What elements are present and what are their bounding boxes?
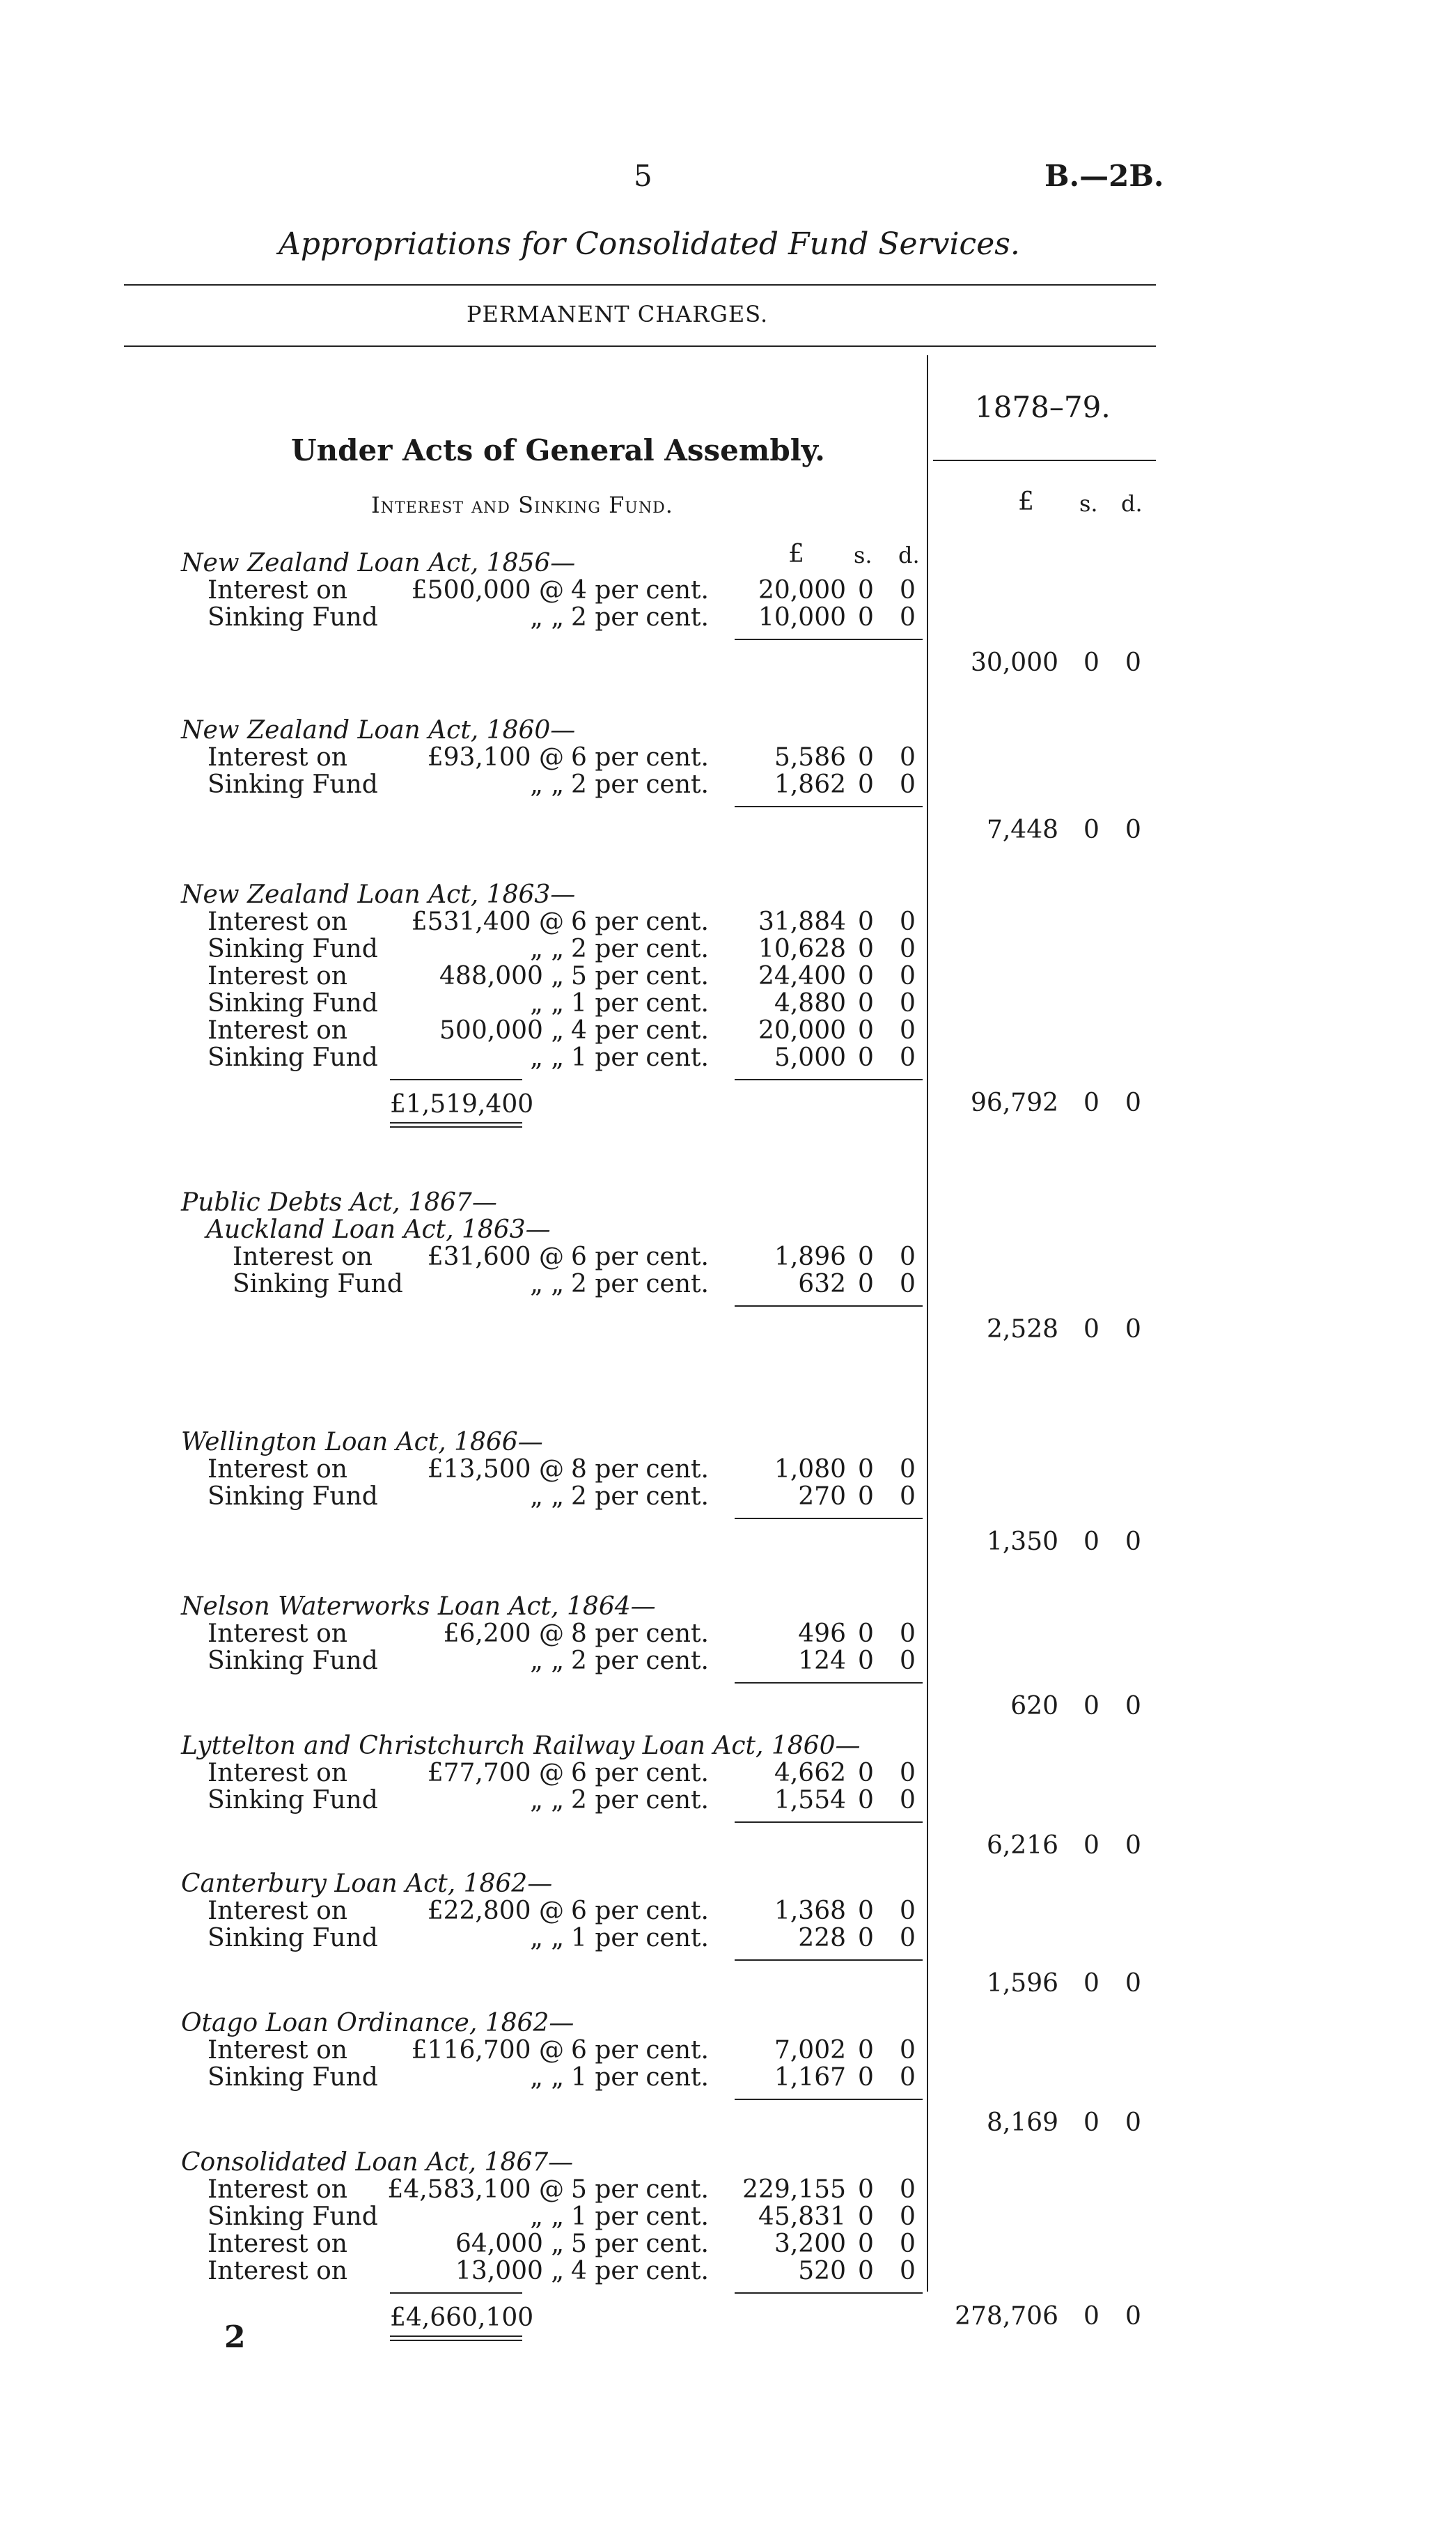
group-total-shillings: 0: [1083, 1528, 1099, 1556]
loan-act-title: New Zealand Loan Act, 1860—: [181, 716, 576, 745]
group-total-pounds: 1,350: [986, 1528, 1058, 1556]
row-label: Interest on: [208, 1619, 347, 1648]
row-rate: 6 per cent.: [571, 2036, 709, 2065]
row-pounds: 496: [798, 1619, 846, 1648]
row-principal: £500,000 @: [411, 576, 564, 605]
loan-act-title: Wellington Loan Act, 1866—: [181, 1428, 543, 1456]
row-pounds: 5,586: [774, 743, 846, 772]
group-total-pounds: 8,169: [986, 2108, 1058, 2137]
row-pence: 0: [900, 935, 916, 963]
row-principal: „ „: [530, 2202, 564, 2231]
row-pounds: 31,884: [758, 908, 846, 936]
loan-act-title: New Zealand Loan Act, 1856—: [181, 549, 576, 577]
year-rule: [933, 460, 1156, 461]
row-label: Sinking Fund: [208, 1924, 378, 1952]
row-pence: 0: [900, 1270, 916, 1298]
group-total-pence: 0: [1125, 1528, 1141, 1556]
inner-col-pence-header: d.: [898, 542, 920, 568]
section-caption: PERMANENT CHARGES.: [467, 301, 769, 327]
subtotal-rule: [735, 1305, 923, 1307]
row-pence: 0: [900, 1619, 916, 1648]
row-pounds: 10,628: [758, 935, 846, 963]
row-pence: 0: [900, 1897, 916, 1925]
row-pounds: 270: [798, 1482, 846, 1511]
row-pence: 0: [900, 1043, 916, 1072]
row-pounds: 1,167: [774, 2063, 846, 2092]
principal-double-rule: [390, 1122, 522, 1128]
principal-total: £4,660,100: [390, 2303, 534, 2332]
row-pounds: 7,002: [774, 2036, 846, 2065]
subtotal-rule: [735, 1079, 923, 1080]
row-label: Interest on: [208, 1897, 347, 1925]
loan-act-title: New Zealand Loan Act, 1863—: [181, 880, 576, 909]
row-shillings: 0: [858, 2063, 874, 2092]
row-pounds: 520: [798, 2257, 846, 2285]
row-pounds: 228: [798, 1924, 846, 1952]
row-shillings: 0: [858, 576, 874, 605]
group-total-pounds: 620: [1010, 1692, 1058, 1720]
document-reference: B.—2B.: [1044, 159, 1164, 193]
row-pence: 0: [900, 770, 916, 799]
row-principal: £31,600 @: [427, 1243, 564, 1271]
group-total-pence: 0: [1125, 2108, 1141, 2137]
row-shillings: 0: [858, 1759, 874, 1787]
row-principal: £77,700 @: [427, 1759, 564, 1787]
row-label: Sinking Fund: [208, 935, 378, 963]
principal-rule: [390, 1079, 522, 1080]
inner-col-shilling-header: s.: [854, 542, 872, 568]
row-rate: 6 per cent.: [571, 1243, 709, 1271]
row-principal: £13,500 @: [427, 1455, 564, 1484]
row-label: Sinking Fund: [208, 989, 378, 1018]
row-shillings: 0: [858, 1786, 874, 1814]
row-label: Sinking Fund: [208, 1043, 378, 1072]
row-label: Interest on: [208, 576, 347, 605]
row-pounds: 10,000: [758, 603, 846, 632]
row-principal: „ „: [530, 1270, 564, 1298]
group-total-pounds: 96,792: [971, 1089, 1058, 1117]
row-shillings: 0: [858, 1897, 874, 1925]
row-shillings: 0: [858, 2175, 874, 2204]
row-principal: „ „: [530, 1924, 564, 1952]
group-total-shillings: 0: [1083, 1692, 1099, 1720]
row-pounds: 24,400: [758, 962, 846, 990]
row-principal: £4,583,100 @: [387, 2175, 564, 2204]
group-total-pounds: 278,706: [955, 2302, 1058, 2331]
row-shillings: 0: [858, 603, 874, 632]
subtotal-rule: [735, 1518, 923, 1519]
row-pence: 0: [900, 2230, 916, 2258]
row-shillings: 0: [858, 962, 874, 990]
group-total-shillings: 0: [1083, 1969, 1099, 1998]
col-pound-header: £: [1018, 488, 1034, 516]
row-pounds: 3,200: [774, 2230, 846, 2258]
row-pence: 0: [900, 1455, 916, 1484]
group-total-shillings: 0: [1083, 816, 1099, 844]
row-pounds: 632: [798, 1270, 846, 1298]
row-principal: „ „: [530, 2063, 564, 2092]
row-pounds: 20,000: [758, 1016, 846, 1045]
row-principal: £531,400 @: [411, 908, 564, 936]
row-shillings: 0: [858, 2202, 874, 2231]
row-label: Sinking Fund: [208, 1647, 378, 1675]
column-divider: [927, 355, 928, 2292]
row-principal: £116,700 @: [411, 2036, 564, 2065]
row-label: Sinking Fund: [208, 1482, 378, 1511]
row-rate: 2 per cent.: [571, 1482, 709, 1511]
row-pounds: 1,862: [774, 770, 846, 799]
group-total-shillings: 0: [1083, 1831, 1099, 1860]
row-pence: 0: [900, 743, 916, 772]
subtotal-rule: [735, 639, 923, 640]
col-pence-header: d.: [1121, 490, 1143, 517]
group-total-pounds: 30,000: [971, 648, 1058, 677]
row-pounds: 5,000: [774, 1043, 846, 1072]
loan-act-title: Consolidated Loan Act, 1867—: [181, 2148, 574, 2177]
row-pence: 0: [900, 603, 916, 632]
row-rate: 6 per cent.: [571, 1759, 709, 1787]
principal-total: £1,519,400: [390, 1090, 534, 1119]
row-principal: „ „: [530, 1647, 564, 1675]
subtotal-rule: [735, 1682, 923, 1684]
row-shillings: 0: [858, 1243, 874, 1271]
group-total-pence: 0: [1125, 816, 1141, 844]
row-pence: 0: [900, 1243, 916, 1271]
row-rate: 4 per cent.: [571, 576, 709, 605]
row-shillings: 0: [858, 1619, 874, 1648]
row-principal: „ „: [530, 935, 564, 963]
row-shillings: 0: [858, 935, 874, 963]
subtotal-rule: [735, 1959, 923, 1961]
row-pence: 0: [900, 576, 916, 605]
row-shillings: 0: [858, 2036, 874, 2065]
row-pence: 0: [900, 2175, 916, 2204]
row-principal: 64,000 „: [455, 2230, 564, 2258]
page-title: Appropriations for Consolidated Fund Services.: [279, 226, 1020, 262]
subtotal-rule: [735, 2099, 923, 2100]
group-total-pounds: 7,448: [986, 816, 1058, 844]
row-shillings: 0: [858, 1016, 874, 1045]
group-total-pence: 0: [1125, 1969, 1141, 1998]
fiscal-year: 1878–79.: [975, 390, 1111, 424]
row-label: Interest on: [208, 1016, 347, 1045]
loan-act-title: Otago Loan Ordinance, 1862—: [181, 2009, 574, 2037]
row-shillings: 0: [858, 1270, 874, 1298]
row-label: Interest on: [208, 2230, 347, 2258]
row-principal: „ „: [530, 603, 564, 632]
row-pounds: 229,155: [742, 2175, 846, 2204]
row-pounds: 45,831: [758, 2202, 846, 2231]
row-rate: 5 per cent.: [571, 2230, 709, 2258]
row-pence: 0: [900, 1647, 916, 1675]
section-heading: Under Acts of General Assembly.: [291, 433, 825, 467]
row-principal: „ „: [530, 1043, 564, 1072]
row-principal: 488,000 „: [439, 962, 564, 990]
row-shillings: 0: [858, 743, 874, 772]
row-rate: 1 per cent.: [571, 2063, 709, 2092]
row-rate: 2 per cent.: [571, 935, 709, 963]
row-principal: £93,100 @: [427, 743, 564, 772]
row-label: Interest on: [208, 2036, 347, 2065]
row-principal: 13,000 „: [455, 2257, 564, 2285]
row-rate: 6 per cent.: [571, 908, 709, 936]
group-total-shillings: 0: [1083, 1315, 1099, 1344]
row-rate: 4 per cent.: [571, 2257, 709, 2285]
row-pence: 0: [900, 2063, 916, 2092]
row-pence: 0: [900, 962, 916, 990]
row-label: Sinking Fund: [208, 770, 378, 799]
row-pence: 0: [900, 1016, 916, 1045]
row-pence: 0: [900, 1759, 916, 1787]
group-total-pence: 0: [1125, 1089, 1141, 1117]
principal-double-rule: [390, 2335, 522, 2341]
row-pounds: 4,662: [774, 1759, 846, 1787]
row-label: Sinking Fund: [208, 2202, 378, 2231]
row-pence: 0: [900, 908, 916, 936]
row-pence: 0: [900, 1924, 916, 1952]
row-pence: 0: [900, 1482, 916, 1511]
row-pounds: 1,080: [774, 1455, 846, 1484]
row-shillings: 0: [858, 1647, 874, 1675]
row-rate: 5 per cent.: [571, 2175, 709, 2204]
row-pounds: 124: [798, 1647, 846, 1675]
subtotal-rule: [735, 2292, 923, 2294]
row-label: Interest on: [208, 2257, 347, 2285]
row-label: Sinking Fund: [208, 603, 378, 632]
row-rate: 2 per cent.: [571, 603, 709, 632]
subtotal-rule: [735, 806, 923, 807]
row-pounds: 1,554: [774, 1786, 846, 1814]
subtotal-rule: [735, 1821, 923, 1823]
loan-act-title: Lyttelton and Christchurch Railway Loan Act, 1860—: [181, 1732, 861, 1760]
group-total-shillings: 0: [1083, 2302, 1099, 2331]
row-principal: „ „: [530, 989, 564, 1018]
row-rate: 2 per cent.: [571, 1270, 709, 1298]
row-pounds: 4,880: [774, 989, 846, 1018]
row-principal: „ „: [530, 770, 564, 799]
loan-act-title: Public Debts Act, 1867—: [181, 1188, 497, 1217]
row-shillings: 0: [858, 1043, 874, 1072]
loan-act-title: Canterbury Loan Act, 1862—: [181, 1870, 553, 1898]
row-rate: 5 per cent.: [571, 962, 709, 990]
row-shillings: 0: [858, 908, 874, 936]
row-rate: 2 per cent.: [571, 1786, 709, 1814]
title-rule: [124, 284, 1156, 286]
group-total-pounds: 1,596: [986, 1969, 1058, 1998]
caption-rule: [124, 345, 1156, 347]
row-principal: £6,200 @: [443, 1619, 564, 1648]
row-rate: 1 per cent.: [571, 2202, 709, 2231]
col-shilling-header: s.: [1079, 490, 1098, 517]
row-pence: 0: [900, 2036, 916, 2065]
group-total-pence: 0: [1125, 648, 1141, 677]
inner-col-pound-header: £: [788, 540, 804, 568]
row-principal: „ „: [530, 1482, 564, 1511]
loan-act-subtitle: Auckland Loan Act, 1863—: [206, 1215, 551, 1244]
group-total-pence: 0: [1125, 1315, 1141, 1344]
row-label: Interest on: [208, 1455, 347, 1484]
group-total-pence: 0: [1125, 1831, 1141, 1860]
row-label: Sinking Fund: [208, 1786, 378, 1814]
row-rate: 6 per cent.: [571, 743, 709, 772]
row-label: Interest on: [233, 1243, 373, 1271]
row-label: Sinking Fund: [208, 2063, 378, 2092]
row-label: Sinking Fund: [233, 1270, 403, 1298]
signature-mark: 2: [224, 2319, 246, 2355]
row-rate: 6 per cent.: [571, 1897, 709, 1925]
loan-act-title: Nelson Waterworks Loan Act, 1864—: [181, 1592, 656, 1621]
row-shillings: 0: [858, 1482, 874, 1511]
group-total-shillings: 0: [1083, 648, 1099, 677]
row-rate: 1 per cent.: [571, 989, 709, 1018]
row-shillings: 0: [858, 2257, 874, 2285]
row-label: Interest on: [208, 743, 347, 772]
row-rate: 1 per cent.: [571, 1924, 709, 1952]
row-rate: 1 per cent.: [571, 1043, 709, 1072]
row-rate: 8 per cent.: [571, 1619, 709, 1648]
group-total-pounds: 6,216: [986, 1831, 1058, 1860]
row-principal: „ „: [530, 1786, 564, 1814]
row-pounds: 20,000: [758, 576, 846, 605]
row-rate: 2 per cent.: [571, 1647, 709, 1675]
row-principal: 500,000 „: [439, 1016, 564, 1045]
row-rate: 2 per cent.: [571, 770, 709, 799]
group-total-shillings: 0: [1083, 2108, 1099, 2137]
row-pence: 0: [900, 989, 916, 1018]
row-shillings: 0: [858, 989, 874, 1018]
row-shillings: 0: [858, 1924, 874, 1952]
row-pence: 0: [900, 1786, 916, 1814]
row-pence: 0: [900, 2202, 916, 2231]
page-number: 5: [634, 159, 652, 193]
row-pence: 0: [900, 2257, 916, 2285]
row-rate: 4 per cent.: [571, 1016, 709, 1045]
row-principal: £22,800 @: [427, 1897, 564, 1925]
row-shillings: 0: [858, 2230, 874, 2258]
row-pounds: 1,896: [774, 1243, 846, 1271]
row-pounds: 1,368: [774, 1897, 846, 1925]
row-label: Interest on: [208, 908, 347, 936]
group-total-pounds: 2,528: [986, 1315, 1058, 1344]
group-total-pence: 0: [1125, 1692, 1141, 1720]
group-total-shillings: 0: [1083, 1089, 1099, 1117]
principal-rule: [390, 2292, 522, 2294]
row-label: Interest on: [208, 1759, 347, 1787]
section-subheading: Interest and Sinking Fund.: [371, 492, 673, 518]
row-label: Interest on: [208, 2175, 347, 2204]
row-shillings: 0: [858, 1455, 874, 1484]
group-total-pence: 0: [1125, 2302, 1141, 2331]
row-shillings: 0: [858, 770, 874, 799]
row-label: Interest on: [208, 962, 347, 990]
row-rate: 8 per cent.: [571, 1455, 709, 1484]
